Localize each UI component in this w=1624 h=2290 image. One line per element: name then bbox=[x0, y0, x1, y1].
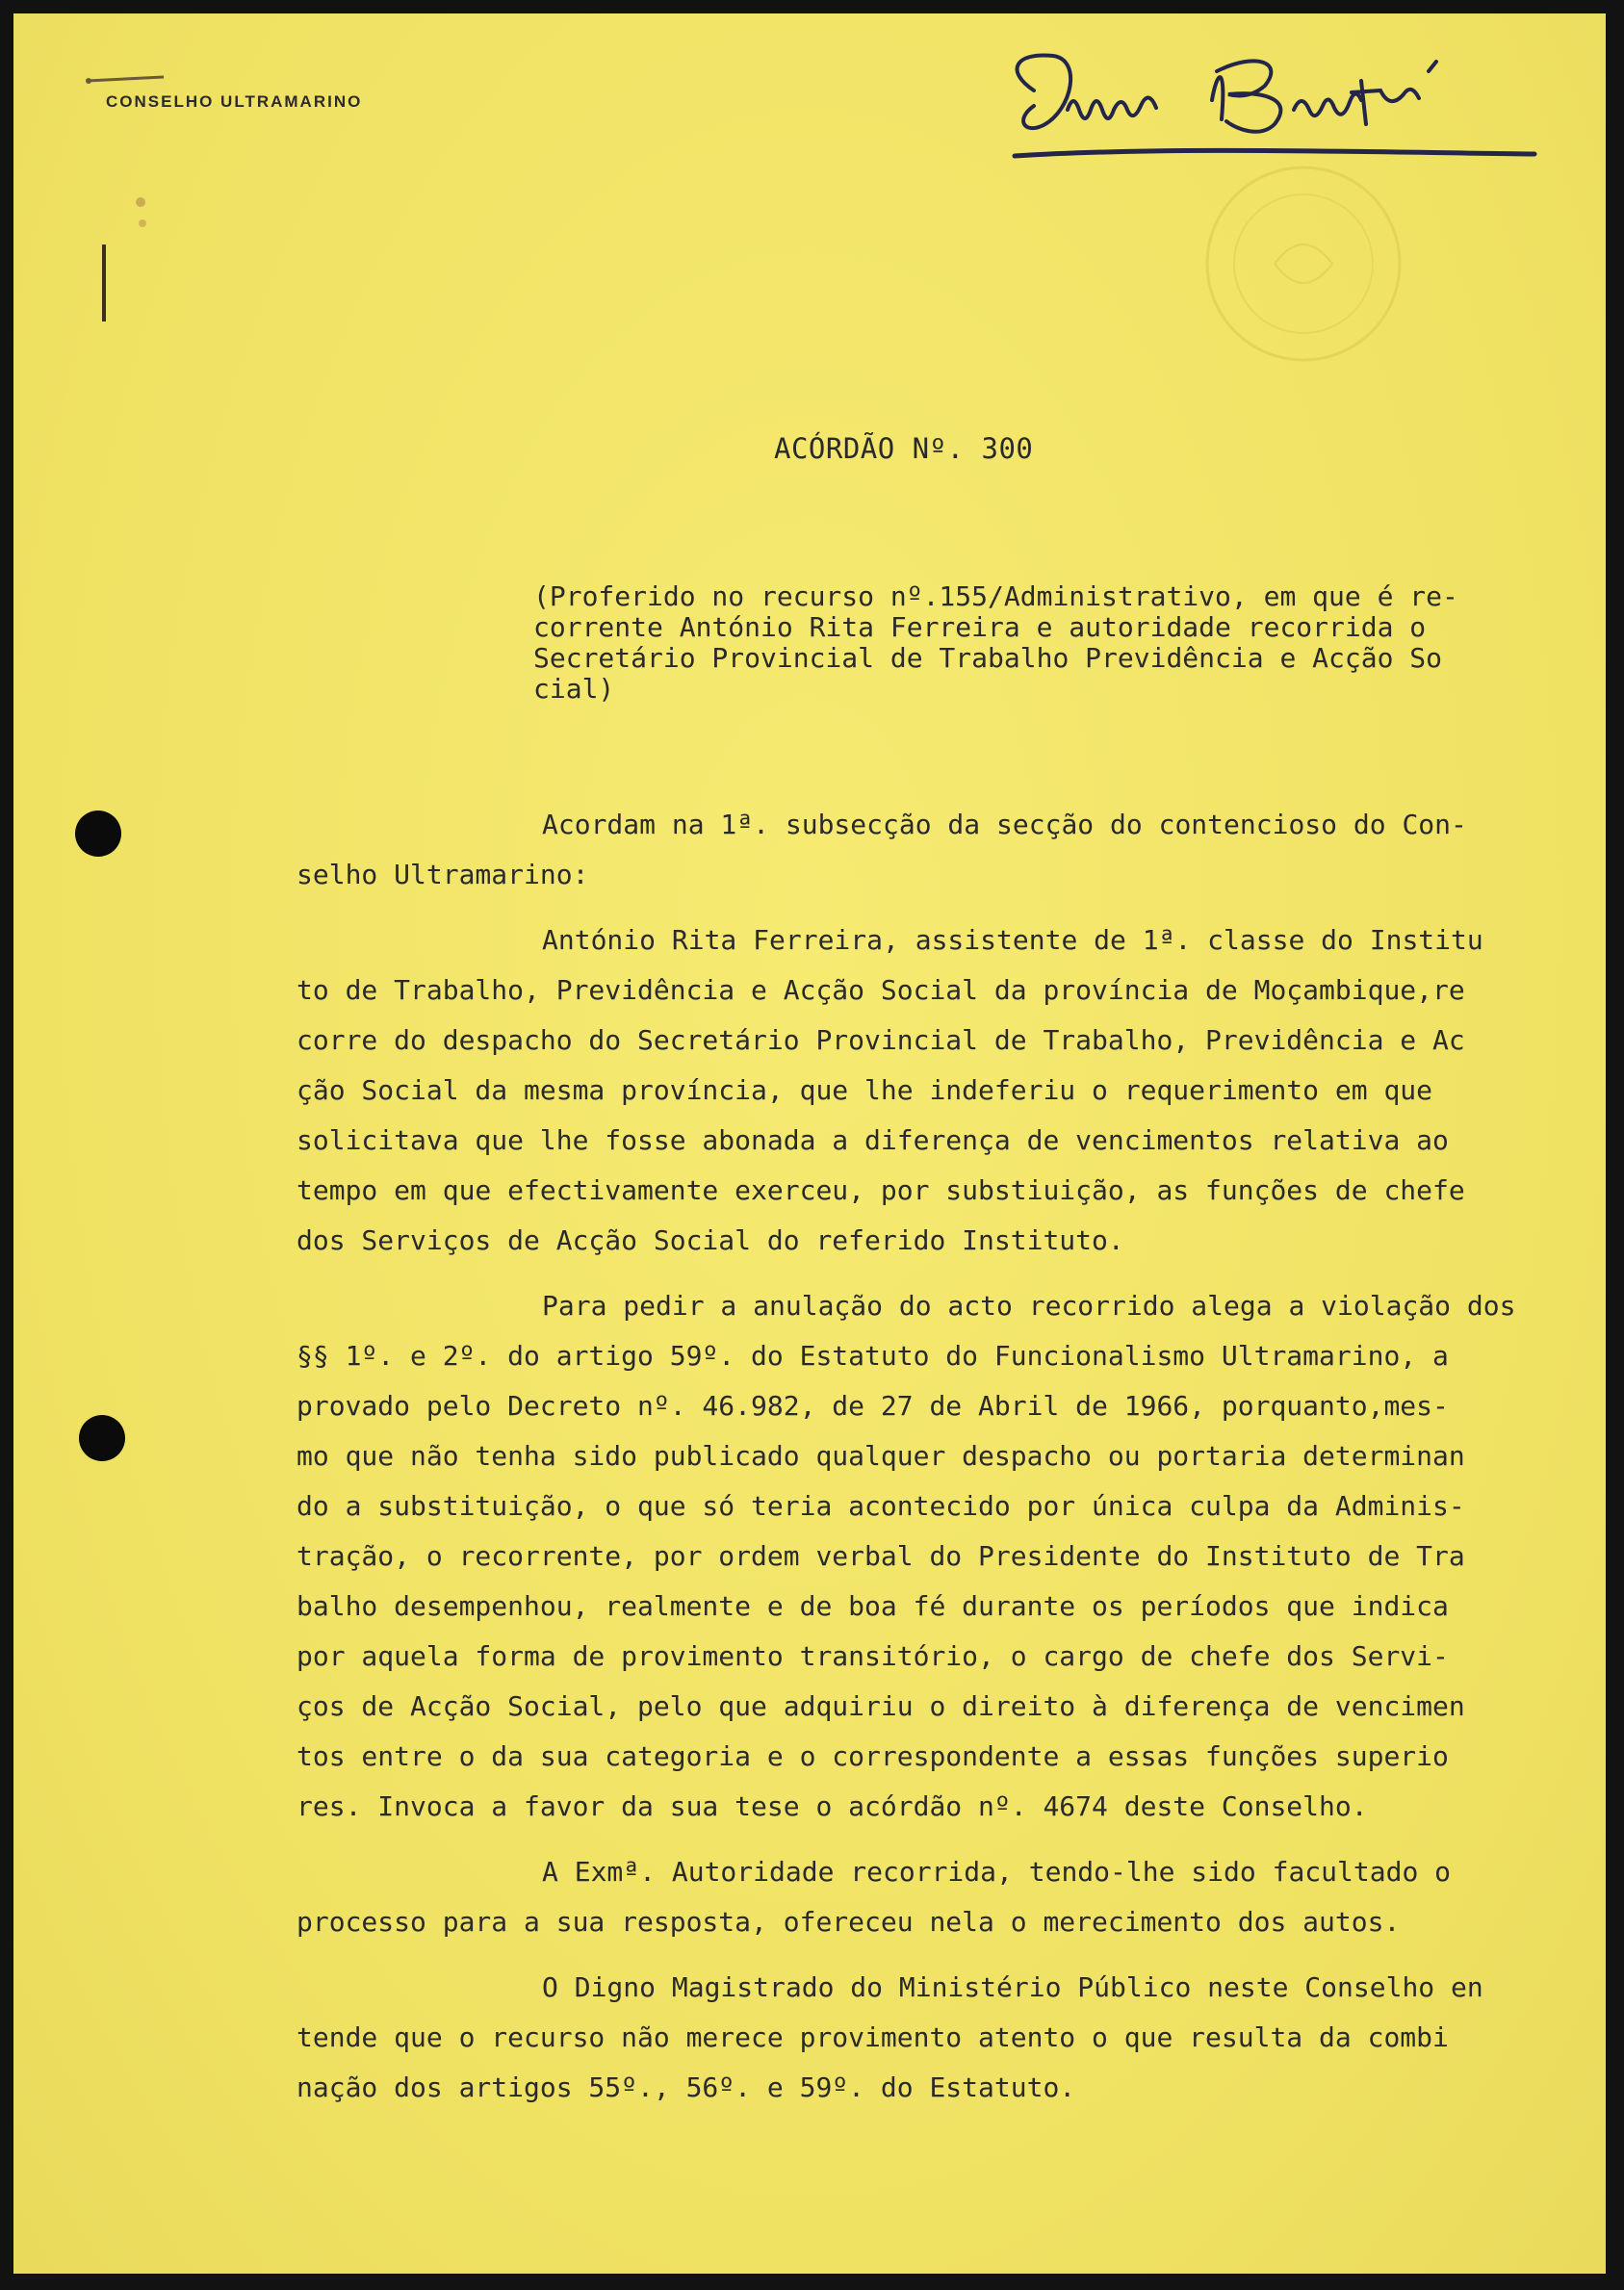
body-line: Acordam na 1ª. subsecção da secção do contencioso do Con- bbox=[542, 809, 1467, 840]
body-line: res. Invoca a favor da sua tese o acórdão nº. 4674 deste Conselho. bbox=[296, 1790, 1368, 1822]
body-line: do a substituição, o que só teria acontecido por única culpa da Adminis- bbox=[296, 1490, 1465, 1522]
body-line: nação dos artigos 55º., 56º. e 59º. do Estatuto. bbox=[296, 2071, 1076, 2103]
preamble bbox=[533, 581, 1534, 705]
seal-icon bbox=[1198, 158, 1409, 370]
body-line: balho desempenhou, realmente e de boa fé durante os períodos que indica bbox=[296, 1590, 1449, 1622]
body-line: tempo em que efectivamente exerceu, por substiuição, as funções de chefe bbox=[296, 1174, 1465, 1206]
punch-hole bbox=[79, 1415, 125, 1461]
letterhead: CONSELHO ULTRAMARINO bbox=[106, 92, 363, 111]
body-line: to de Trabalho, Previdência e Acção Social da província de Moçambique,re bbox=[296, 974, 1465, 1006]
body-line: por aquela forma de provimento transitório, o cargo de chefe dos Servi- bbox=[296, 1640, 1449, 1672]
body-line: ção Social da mesma província, que lhe indeferiu o requerimento em que bbox=[296, 1074, 1433, 1106]
document-title: ACÓRDÃO Nº. 300 bbox=[774, 432, 1034, 465]
body-line: dos Serviços de Acção Social do referido Instituto. bbox=[296, 1224, 1124, 1256]
document-page bbox=[13, 13, 1606, 2274]
body-line: processo para a sua resposta, ofereceu nela o merecimento dos autos. bbox=[296, 1906, 1401, 1938]
body-line: A Exmª. Autoridade recorrida, tendo-lhe sido facultado o bbox=[542, 1856, 1452, 1888]
punch-hole bbox=[75, 811, 121, 857]
body-line: mo que não tenha sido publicado qualquer despacho ou portaria determinan bbox=[296, 1440, 1465, 1472]
body-line: tos entre o da sua categoria e o correspondente a essas funções superio bbox=[296, 1740, 1449, 1772]
body-line: selho Ultramarino: bbox=[296, 859, 589, 890]
preamble-line: (Proferido no recurso nº.155/Administrativo, em que é re- bbox=[533, 580, 1458, 612]
body-line: O Digno Magistrado do Ministério Público neste Conselho en bbox=[542, 1971, 1483, 2003]
body-line: tração, o recorrente, por ordem verbal do Presidente do Instituto de Tra bbox=[296, 1540, 1465, 1572]
body-line: provado pelo Decreto nº. 46.982, de 27 de Abril de 1966, porquanto,mes- bbox=[296, 1390, 1449, 1422]
body-line: corre do despacho do Secretário Provincial de Trabalho, Previdência e Ac bbox=[296, 1024, 1465, 1056]
preamble-line: corrente António Rita Ferreira e autoridade recorrida o bbox=[533, 611, 1427, 643]
signature-icon bbox=[976, 33, 1573, 177]
preamble-line: Secretário Provincial de Trabalho Previdência e Acção So bbox=[533, 642, 1443, 674]
body-line: António Rita Ferreira, assistente de 1ª. classe do Institu bbox=[542, 924, 1483, 956]
body-line: Para pedir a anulação do acto recorrido alega a violação dos bbox=[542, 1290, 1516, 1322]
signature-text: Aurora Barreto bbox=[976, 33, 985, 34]
body-line: ços de Acção Social, pelo que adquiriu o direito à diferença de vencimen bbox=[296, 1690, 1465, 1722]
body-line: tende que o recurso não merece provimento atento o que resulta da combi bbox=[296, 2021, 1449, 2053]
body-line: §§ 1º. e 2º. do artigo 59º. do Estatuto do Funcionalismo Ultramarino, a bbox=[296, 1340, 1449, 1372]
body-line: solicitava que lhe fosse abonada a diferença de vencimentos relativa ao bbox=[296, 1124, 1449, 1156]
preamble-line: cial) bbox=[533, 673, 615, 705]
